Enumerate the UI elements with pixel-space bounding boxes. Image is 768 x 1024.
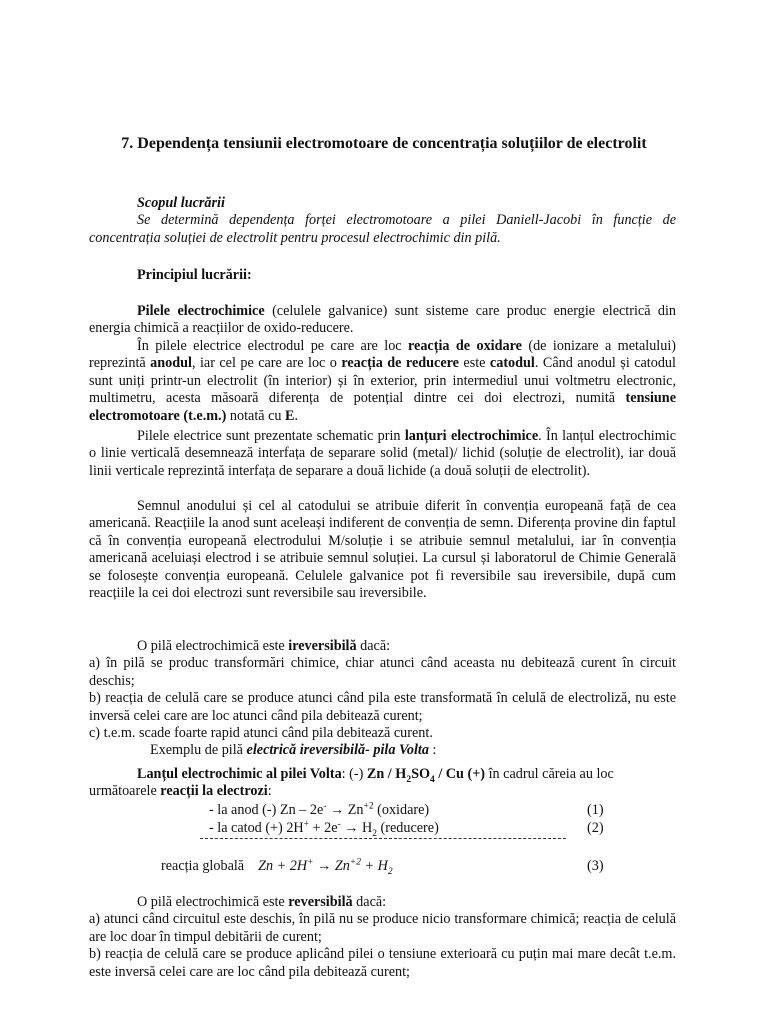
reversible-section bbox=[89, 894, 676, 981]
irrev-item-a: a) în pilă se produc transformări chimice, chiar atunci când aceasta nu debitează curent în circuit deschis; bbox=[89, 655, 676, 689]
paragraph-2 bbox=[89, 338, 676, 425]
irrev-example-3: : bbox=[428, 742, 437, 759]
term-e: E bbox=[285, 407, 295, 424]
p2-text-6: notată cu bbox=[226, 407, 286, 424]
global-reaction bbox=[161, 858, 393, 875]
volta-chain-label: Lanțul electrochimic al pilei Volta bbox=[137, 766, 342, 782]
term-pilele: Pilele electrochimice bbox=[137, 303, 265, 319]
cathode-reaction: - la catod (+) $2H^+ + 2e^- \to H_2$ (reducere) bbox=[209, 819, 439, 839]
volta-text-1: în cadrul căreia au loc bbox=[485, 766, 614, 782]
volta-text-3: : bbox=[267, 783, 272, 800]
irreversible-section bbox=[89, 638, 676, 760]
irrev-intro-2: dacă: bbox=[356, 638, 391, 654]
rev-item-b: b) reacția de celulă care se produce aplicând pilei o tensiune exterioară cu puțin mai mare decât t.e.m. este inversă celei care are loc când pila debitează curent; bbox=[89, 946, 676, 980]
p3-text-1: Pilele electrice sunt prezentate schematic prin bbox=[137, 428, 405, 444]
p2-text-2: (de ionizare a metalului) reprezintă bbox=[89, 338, 676, 372]
irrev-example-1: Exemplu de pilă bbox=[150, 742, 247, 759]
global-reaction-label: reacția globală bbox=[161, 858, 245, 874]
principle-heading-text: Principiul lucrării: bbox=[137, 267, 252, 283]
p3-text-2: . În lanțul electrochimic o linie verticală desemnează interfața de separare solid (metal)/ lichid (soluție de electrolit), iar două linii verticale reprezintă interfața de separare a două lichide (a două soluții de electrolit). bbox=[89, 428, 677, 479]
volta-chain-formula: Zn / $H_2SO_4$ / Cu (+) bbox=[366, 766, 486, 785]
p2-text-5: . Când anodul și catodul sunt uniți printr-un electrolit (în interior) și în exterior, prin intermediul unui voltmetru electronic, multimetru, acesta măsoară diferența de potențial dintre cei doi electrozi, numită bbox=[89, 355, 676, 407]
p1-text: (celulele galvanice) sunt sisteme care produc energie electrică din energia chimică a reacțiilor de oxido-reducere. bbox=[89, 303, 677, 337]
p2-text-1: În pilele electrice electrodul pe care are loc bbox=[137, 338, 408, 354]
term-tem: tensiune electromotoare (t.e.m.) bbox=[89, 390, 676, 424]
scope-section bbox=[89, 195, 676, 247]
term-reducere: reacția de reducere bbox=[341, 355, 459, 372]
equation-number-3: (3) bbox=[587, 858, 604, 874]
separator-line bbox=[200, 838, 566, 839]
equation-number-1: (1) bbox=[587, 802, 604, 818]
paragraph-3 bbox=[89, 428, 676, 480]
rev-item-a: a) atunci când circuitul este deschis, în pilă nu se produce nicio transformare chimică; reacția de celulă are loc doar în timpul debitării de curent; bbox=[89, 911, 676, 945]
p2-text-3: , iar cel pe care are loc o bbox=[191, 355, 342, 372]
volta-text-2: următoarele bbox=[89, 783, 161, 800]
term-oxidare: reacția de oxidare bbox=[408, 338, 522, 354]
rev-intro-2: dacă: bbox=[352, 894, 387, 910]
p2-text-7: . bbox=[294, 407, 299, 424]
irrev-example-2: electrică ireversibilă- pila Volta bbox=[246, 742, 429, 759]
term-lanturi: lanțuri electrochimice bbox=[404, 428, 539, 444]
term-ireversibila: ireversibilă bbox=[288, 638, 357, 654]
term-reversibila: reversibilă bbox=[288, 894, 353, 910]
rev-intro-1: O pilă electrochimică este bbox=[137, 894, 289, 910]
equation-number-2: (2) bbox=[587, 820, 604, 836]
volta-sign: : (-) bbox=[341, 766, 367, 782]
p2-text-4: este bbox=[458, 355, 490, 372]
paragraph-4 bbox=[89, 498, 676, 602]
irrev-example bbox=[89, 742, 676, 759]
term-catod: catodul bbox=[489, 355, 535, 372]
irrev-intro-1: O pilă electrochimică este bbox=[137, 638, 289, 654]
global-reaction-formula: $Zn + 2H^+ \to Zn^{+2} + H_2$ bbox=[258, 857, 393, 877]
anode-reaction: - la anod (-) $Zn - 2e^- \to Zn^{+2}$ (oxidare) bbox=[209, 801, 430, 818]
irrev-item-c: c) t.e.m. scade foarte rapid atunci când pila debitează curent. bbox=[89, 725, 433, 742]
scope-text: Se determină dependența forței electromotoare a pilei Daniell-Jacobi în funcție de concentrația soluției de electrolit pentru procesul electrochimic din pilă. bbox=[89, 212, 676, 246]
term-anod: anodul bbox=[150, 355, 192, 372]
scope-heading: Scopul lucrării bbox=[137, 195, 225, 211]
principle-heading bbox=[89, 267, 676, 284]
section-title: 7. Dependența tensiunii electromotoare de concentrația soluțiilor de electrolit bbox=[121, 135, 647, 152]
volta-chain bbox=[89, 766, 676, 801]
p4-text: Semnul anodului și cel al catodului se atribuie diferit în convenția europeană față de cea americană. Reacțiile la anod sunt aceleași indiferent de convenția de semn. Diferența provine din faptul că în convenția europeană electrodului M/soluție i se atribuie semnul metalului, iar în convenția americană aceluiași electrod i se atribuie semnul soluției. La cursul și laboratorul de Chimie Generală se folosește convenția europeană. Celulele galvanice pot fi reversibile sau ireversibile, după cum reacțiile la cei doi electrozi sunt reversibile sau ireversibile. bbox=[89, 498, 676, 602]
term-reactii: reacții la electrozi bbox=[160, 783, 268, 800]
irrev-item-b: b) reacția de celulă care se produce atunci când pila este transformată în celulă de electroliză, nu este inversă celei care are loc atunci când pila debitează curent; bbox=[89, 690, 676, 724]
paragraph-1 bbox=[89, 303, 676, 338]
